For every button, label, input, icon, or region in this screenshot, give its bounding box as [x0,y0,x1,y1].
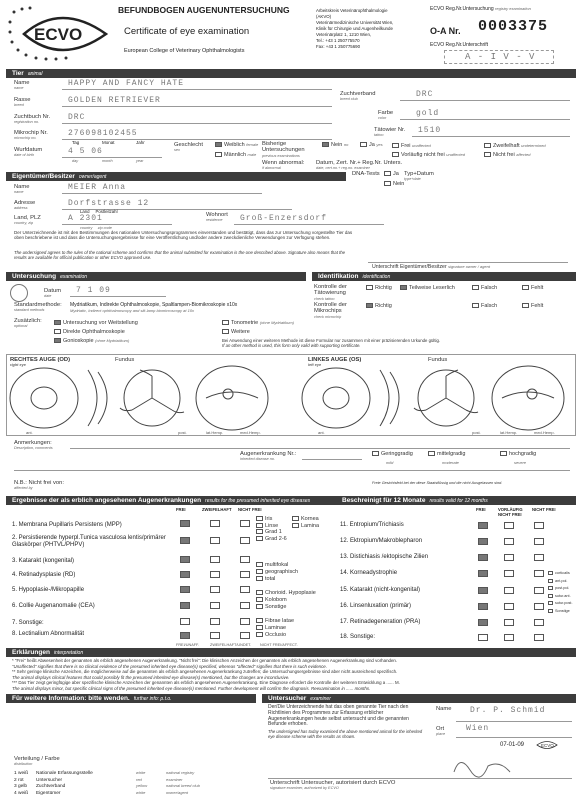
undet-box-6[interactable] [210,602,220,609]
microchip-field[interactable]: 276098102455 [62,130,332,140]
svg-text:lat.Hemp.: lat.Hemp. [206,430,224,435]
explain-section-bar: Erklärungen interpretation [6,648,576,657]
result-item-5: 5. Hypoplasie-/Mikropapille [12,587,85,593]
grade-1-option[interactable]: Grad 1 [256,529,287,536]
chip-correct-option[interactable]: Richtig [366,303,392,309]
lect-laminae-option[interactable]: Laminae [256,625,294,632]
prev-yes-option[interactable]: Ja yes [360,142,383,148]
result-item-13: 13. Distichiasis /ektopische Zilien [340,554,429,560]
free-box-1[interactable] [180,520,190,527]
cat-suturpost-option[interactable]: sutur.post. [548,600,573,608]
extra-pre-dilation-option[interactable]: Untersuchung vor Weitstellung [54,320,138,326]
result-item-3: 3. Katarakt (kongenital) [12,558,75,564]
reg-stamp: A - I V - V [444,50,554,64]
header-college: European College of Veterinary Ophthalmologists [124,48,245,54]
results-section-bar: Ergebnisse der als erblich angesehenen Augenerkrankungen results for the presumed inherited eye diseases [6,496,336,505]
affect-box-8[interactable] [240,632,250,639]
affect-box-2[interactable] [240,537,250,544]
result-item-2: 2. Persistierende hyperpl.Tunica vasculosa lentis/primärer Glaskörper (PHTVL/PHPV) [12,535,166,548]
affect-box-7[interactable] [240,618,250,625]
extra-direct-ophth-option[interactable]: Direkte Ophthalmoskopie [54,329,125,335]
result-free-option[interactable]: Frei unaffected [392,143,431,149]
undet-box-5[interactable] [210,586,220,593]
animal-breed-label: Rasse breed [14,97,31,107]
prov-box-15[interactable] [504,587,514,594]
extra-other-option[interactable]: Weitere [222,329,250,335]
not-free-label: N.B.: Nicht frei von: affected by [14,480,64,490]
owner-declaration-de: Der Unterzeichnende ist mit den Bestimmungen des nationalen Untersuchungsprogrammes einverstanden und bestätigt, dass das zur Untersuchung vorgestellte Tier das oben beschriebene ist und dass die Untersuchungsergebnisse für eine Veröffentlichung und/oder andere zweckdienliche Verwendungen zur Verfügung stehen. [14,230,353,241]
free-box-16[interactable] [478,603,488,610]
studbook-field[interactable]: DRC [62,114,332,124]
reg-signature-label: ECVO Reg.Nr.Unterschrift [430,42,489,48]
result-item-18: 18. Sonstige: [340,634,376,640]
ecvo-logo-icon [6,4,116,66]
mpp-suboptions [256,516,287,542]
affect-box-13[interactable] [534,554,544,561]
prov-box-16[interactable] [504,603,514,610]
country-zip-header: Land Postleitzahl [80,209,118,214]
owner-declaration-en: The undersigned agrees to the rules of the national scheme and confirms that the animal submitted for examination is the one described above. Signature also means that the results are available for official publication or other ECVO approved use. [14,250,346,260]
affect-box-11[interactable] [534,522,544,529]
exam-section-bar: Untersuchung examination [6,272,306,281]
cea-coloboma-option[interactable]: Kolobom [256,597,316,604]
examiner-place-label: Ort place [436,726,446,736]
reg-label: ECVO Reg.Nr.Untersuchung registry examination [430,6,531,12]
inherited-disease-line[interactable] [302,459,362,460]
free-box-5[interactable] [180,586,190,593]
affect-box-15[interactable] [534,587,544,594]
tattoo-label: Tätowier Nr. tattoo [374,127,406,137]
left-eye-label: LINKES AUGE (OS) left eye [308,357,362,367]
exam-type-radio[interactable] [10,284,28,302]
owner-signature-label: Unterschrift Eigentümer/Besitzer signature owner / agent [372,264,490,270]
left-eye-diagram[interactable] [296,364,576,436]
affect-box-18[interactable] [534,634,544,641]
prov-box-12[interactable] [504,538,514,545]
severity-moderate-option[interactable]: mittelgradig [428,451,465,457]
method-text: Mydriatikum, Indirekte Ophthalmoskopie, Spaltlampen-Biomikroskopie x10x Mydriatic, Indirect ophthalmoscopy and slit-lamp biomicroscopy at 10x [70,302,238,313]
right-fundus-label: Fundus [115,357,135,363]
examiner-confirm: Der/Die Unterzeichnende hat das oben genannte Tier nach den Richtlinien des Programmes zur Erfassung erblicher Augenerkrankungen heute selbst untersucht und die genannten Befunde erhoben. The undersigned has today examined the above mentioned animal for the inherited eye disease scheme with the results as shown. [268,704,423,740]
tattoo-check-label: Kontrolle der Tätowierung check tattoo [314,284,347,301]
oa-label: O-A Nr. [430,26,461,36]
result-item-6: 6. Collie Augenanomalie (CEA) [12,603,95,609]
affect-box-12[interactable] [534,538,544,545]
header [6,4,576,66]
cat-postpol-option[interactable]: post.pol. [548,585,573,593]
affect-box-16[interactable] [534,603,544,610]
header-title-en: Certificate of eye examination [124,26,250,37]
left-fundus-label: Fundus [428,357,448,363]
result-item-1: 1. Membrana Pupillaris Persistens (MPP) [12,522,122,528]
chip-check-label: Kontrolle der Mikrochips check microchip [314,302,347,319]
animal-name-label: Name name [14,80,30,90]
not-free-note: Freie Gesichtsfeld bei der diese Staatsflüssig und die nicht Ausgelassen sind. [372,481,503,485]
animal-section-bar: Tier animal [6,69,576,78]
inherited-disease-label: Augenerkrankung Nr.: inherited disease no. [240,451,297,461]
color-field[interactable]: gold [400,110,570,120]
tattoo-partly-option[interactable]: Teilweise Leserlich [400,285,455,291]
cataract-suboptions [548,570,573,616]
date-reg-label: Datum, Zert. Nr.+ Reg.Nr. Unters. date, cert.no.+ reg.no. examiner [316,160,403,170]
svg-text:med.Hemp.: med.Hemp. [534,430,555,435]
owner-residence-label: Wohnort residence [206,212,228,222]
dna-label: DNA-Tests [352,171,380,177]
owner-address-label: Adresse address [14,200,36,210]
prov-box-18[interactable] [504,634,514,641]
method-label: Standardmethode: standard methods [14,302,62,312]
owner-zip-field[interactable]: A 2301 [62,215,172,225]
free-box-6[interactable] [180,602,190,609]
examiner-signature-label: Unterschrift Untersucher, autorisiert durch ECVO signature examiner, authorized by ECVO [270,780,396,790]
ecvo-small-logo-icon [536,740,558,750]
svg-text:ant.: ant. [318,430,325,435]
color-label: Farbe color [378,110,394,120]
free-box-11[interactable] [478,522,488,529]
owner-residence-field[interactable]: Groß-Enzersdorf [234,215,384,225]
animal-breed-field[interactable]: GOLDEN RETRIEVER [62,97,332,107]
svg-text:post.: post. [472,430,481,435]
mpp-iris-option[interactable]: Iris [256,516,287,523]
sex-male-option[interactable]: Männlich male [215,152,256,158]
svg-text:med.Hemp.: med.Hemp. [240,430,261,435]
prev-exam-label: Bisherige Untersuchungen previous examinations [262,141,305,158]
owner-name-label: Name name [14,184,30,194]
header-institution: Arbeitskreis Veterinärophthalmologie (AKVO) Veterinärmedizinische Universität Wien, Klinik für Chirurgie und Augenheilkunde Veterinärplatz 1, 1210 Wien, Tel.: +43 1 250775570 Fax: +43 1 250775690 [316,8,394,49]
examiner-signature-line [268,778,572,779]
distrib-label: Verteilung / Farbe distribution [14,756,60,766]
microchip-label: Mikrochip Nr. microchip no. [14,130,48,140]
svg-text:ECVO: ECVO [34,25,83,44]
breed-club-label: Zuchtverband breed club [340,91,376,101]
chip-wrong-option[interactable]: Falsch [472,303,497,309]
prov-box-13[interactable] [504,554,514,561]
owner-address-field[interactable]: Dorfstrasse 12 [62,200,292,210]
undet-box-4[interactable] [210,571,220,578]
tattoo-field[interactable]: 1510 [412,127,570,137]
studbook-label: Zuchtbuch Nr. registration no. [14,114,51,124]
free-box-17[interactable] [478,619,488,626]
dna-yes-option[interactable]: Ja [384,171,399,177]
sex-female-option[interactable]: Weiblich female [215,142,258,148]
exam-date-field[interactable]: 7 1 09 [70,287,166,297]
extra-tonometry-option[interactable]: Tonometrie (ohne Mydriatikum) [222,320,294,326]
result-item-8: 8. Lectinalium Abnormalität [12,631,85,637]
undet-box-7[interactable] [210,618,220,625]
affect-box-14[interactable] [534,570,544,577]
cat-suturant-option[interactable]: sutur.ant. [548,593,573,601]
cat-corticalis-option[interactable]: corticalis [548,570,573,578]
free-box-4[interactable] [180,571,190,578]
explain-text: * "Frei" heißt Abwesenheit der genannten als erblich angesehenen Augenerkrankung. "Nicht frei": Die klinischen Anzeichen der genannten als erblich angesehenen Augenerkrankung sind vorhanden. "Unaffected" signifies that there is no clinical evidence of the presumed inherited eye disease(s) specified, whereas "affected" signifies that there is such evidence. ** Sehr geringe klinische Anzeichen, die möglicherweise auf die genannten als erblich angesehenen Augenerkrankung zutreffen; die Untersuchungsergebnisse sind aber nicht ausreichend spezifisch. The animal displays clinical features that could possibly fit the presumed inherited eye disease(s) mentioned, but the changes are inconclusive. *** Das Tier zeigt geringfügige aber spezifische klinische Anzeichen der genannten als erblich angesehenen Augenerkrankung. Eine Diagnose erfordert die Kontrolle der weiteren Entwicklung a ...... M. The animal displays minor, but specific clinical signs of the presumed inherited eye disease(s) mentioned. Further development will confirm the diagnosis. Reexamination in ...... months. [12,658,400,691]
cat-antpol-option[interactable]: ant.pol. [548,578,573,586]
severity-severe-option[interactable]: hochgradig [500,451,536,457]
owner-signature-line[interactable] [368,262,568,263]
affect-box-17[interactable] [534,619,544,626]
undet-box-1[interactable] [210,520,220,527]
owner-zip-label: Land, PLZ country, zip [14,215,41,225]
result-prov-free-option[interactable]: Vorläufig nicht frei unaffected [392,152,465,158]
result-item-16: 16. Linsenluxation (primär) [340,603,412,609]
remarks-line-2[interactable] [14,470,570,471]
cea-other-option[interactable]: Sonstige [256,604,316,611]
examiner-signature-icon[interactable] [440,752,570,780]
exam-date-label: Datum date [44,288,62,298]
result-item-7: 7. Sonstige: [12,620,44,626]
result-item-17: 17. Retinadegeneration (PRA) [340,619,421,625]
free-box-18[interactable] [478,634,488,641]
rd-total-option[interactable]: total [256,576,298,583]
whelp-date-label: Wurfdatum date of birth [14,147,43,157]
affect-box-4[interactable] [240,571,250,578]
result-item-11: 11. Entropium/Trichiasis [340,522,404,528]
distrib-list: 1 weiß Nationale Erfassungsstelle white national registry 2 rot Untersucher red examiner 3 gelb Zuchtverband yellow national breed club 4 weiß Eigentümer white owner/agent [14,770,200,796]
right-eye-diagram[interactable] [6,364,296,436]
tattoo-missing-option[interactable]: Fehlt [522,285,543,291]
free-box-13[interactable] [478,554,488,561]
examiner-name-label: Name [436,706,452,712]
rd-multifocal-option[interactable]: multifokal [256,562,298,569]
chip-missing-option[interactable]: Fehlt [522,303,543,309]
cat-other-option[interactable]: Sonstige [548,608,573,616]
svg-text:ECVO: ECVO [541,743,554,748]
free-box-12[interactable] [478,538,488,545]
examiner-name-field[interactable]: Dr. P. Schmid [456,704,572,722]
mpp-cornea-option[interactable]: Kornea [292,516,319,523]
period-section-bar: Beschreinigt für 12 Monate results valid for 12 months [336,496,576,505]
ident-section-bar: Identifikation identification [312,272,576,281]
affect-box-5[interactable] [240,586,250,593]
other-method-note: Bei Anwendung einer weiteren Methode ist diese Formular nur zusammen mit einer präzisierenden Urkunde gültig. If an other method is used, this form only valid with supporting certificate. [222,338,441,348]
owner-name-field[interactable]: MEIER Anna [62,184,262,194]
owner-section-bar: Eigentümer/Besitzer owner/agent [6,172,346,181]
when-abnormal-label: Wenn abnormal: if abnormal [262,160,305,170]
result-not-free-option[interactable]: Nicht frei affected [484,152,530,158]
cea-hypoplasia-option[interactable]: Chorioid. Hypoplasie [256,590,316,597]
mpp-extra-suboptions [292,516,319,529]
tattoo-wrong-option[interactable]: Falsch [472,285,497,291]
mpp-lamina-option[interactable]: Lamina [292,523,319,530]
dna-date-label: Typ+Datum type+date [404,171,434,181]
svg-text:lat.Hemp.: lat.Hemp. [500,430,518,435]
free-box-7[interactable] [180,618,190,625]
prev-no-option[interactable]: Nein no [322,142,348,148]
svg-text:post.: post. [178,430,187,435]
lect-occlusio-option[interactable]: Occlusio [256,632,294,639]
country-zip-subheader: country zip code [80,226,112,230]
severity-mild-option[interactable]: Geringgradig [372,451,413,457]
undet-box-3[interactable] [210,556,220,563]
extra-label: Zusätzlich: optional [14,318,42,328]
dna-no-option[interactable]: Nein [384,181,404,187]
free-box-3[interactable] [180,556,190,563]
sex-label: Geschlecht sex [174,142,203,152]
rd-geographic-option[interactable]: geographisch [256,569,298,576]
prov-box-14[interactable] [504,570,514,577]
result-suspect-option[interactable]: Zweifelhaft undetermined [484,143,546,149]
lect-suboptions [256,618,294,639]
undet-box-2[interactable] [210,537,220,544]
result-item-15: 15. Katarakt (nicht-kongenital) [340,587,421,593]
header-title-de: BEFUNDBOGEN AUGENUNTERSUCHUNG [118,5,290,15]
remarks-label: Anmerkungen: Description, comments [14,440,53,450]
mpp-lens-option[interactable]: Linse [256,523,287,530]
animal-name-field[interactable]: HAPPY AND FANCY HATE [62,80,332,90]
free-box-14[interactable] [478,570,488,577]
whelp-date-field[interactable]: 4 5 06 [62,148,162,158]
examiner-section-bar: Untersucher examiner [262,694,576,703]
rd-suboptions [256,562,298,583]
prov-box-11[interactable] [504,522,514,529]
free-box-15[interactable] [478,587,488,594]
examiner-date: 07-01-09 [500,742,525,748]
affect-box-3[interactable] [240,556,250,563]
affect-box-1[interactable] [240,520,250,527]
prov-box-17[interactable] [504,619,514,626]
affect-box-6[interactable] [240,602,250,609]
tattoo-correct-option[interactable]: Richtig [366,285,392,291]
remarks-line-1[interactable] [70,448,570,449]
oa-number: 0003375 [478,18,549,35]
free-box-8[interactable] [180,632,190,639]
info-section-bar: Für weitere Information: bitte wenden. further info: p.t.o. [6,694,256,703]
result-item-14: 14. Korneadystrophie [340,570,398,576]
extra-gonioscopy-option[interactable]: Gonioskopie (ohne Mydriatikum) [54,338,129,344]
breed-club-field[interactable]: DRC [400,91,570,101]
undet-box-8[interactable] [210,632,220,639]
result-item-4: 4. Retinadysplasie (RD) [12,572,76,578]
grade-2-6-option[interactable]: Grad 2-6 [256,536,287,543]
result-item-12: 12. Ektropium/Makroblepharon [340,538,423,544]
right-eye-label: RECHTES AUGE (OD) right eye [10,357,71,367]
examiner-place-field[interactable]: Wien [456,724,572,738]
free-box-2[interactable] [180,537,190,544]
svg-text:ant.: ant. [26,430,33,435]
lect-fibrae-option[interactable]: Fibrae latae [256,618,294,625]
cea-suboptions [256,590,316,611]
